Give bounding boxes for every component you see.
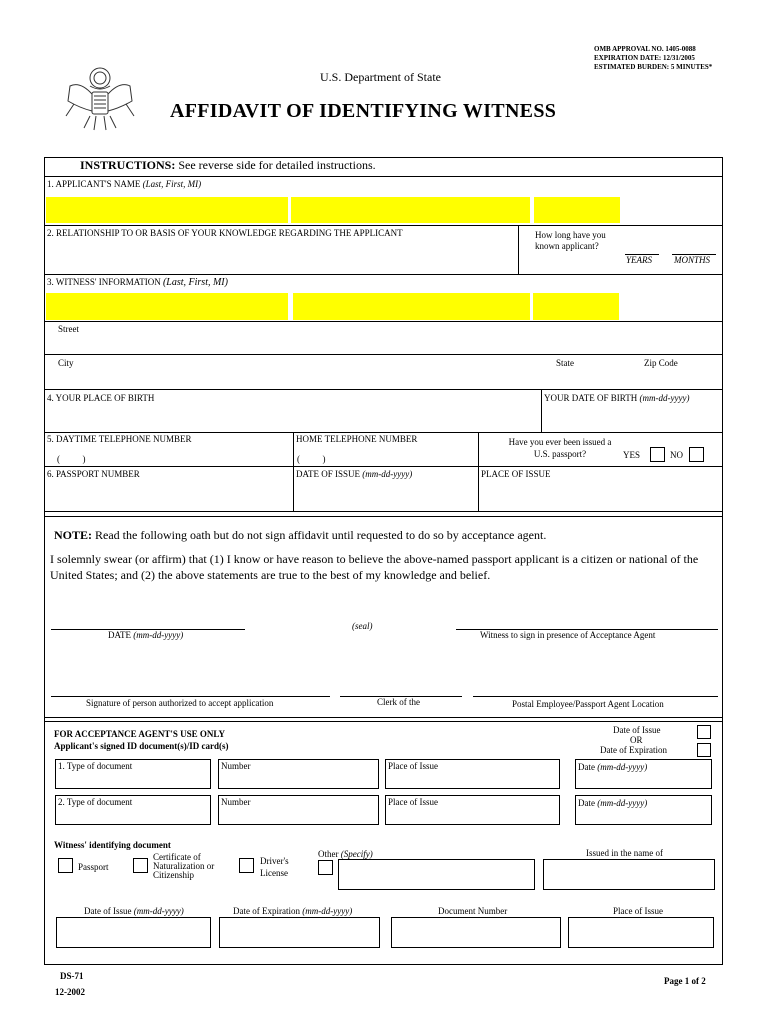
other-specify-field[interactable] bbox=[338, 859, 535, 890]
yes-checkbox[interactable] bbox=[650, 447, 665, 462]
years-label: YEARS bbox=[626, 255, 652, 265]
instructions-text: See reverse side for detailed instructions. bbox=[178, 158, 376, 172]
drivers-license-option-label: Driver's License bbox=[260, 856, 289, 878]
passport-option-label: Passport bbox=[78, 862, 109, 872]
certificate-checkbox[interactable] bbox=[133, 858, 148, 873]
doc2-place-label: Place of Issue bbox=[388, 797, 438, 807]
witness-mi-field[interactable] bbox=[533, 293, 619, 320]
date-of-issue-option: Date of Issue bbox=[613, 725, 661, 735]
estimated-burden: ESTIMATED BURDEN: 5 MINUTES* bbox=[594, 63, 713, 71]
daytime-phone-label: 5. DAYTIME TELEPHONE NUMBER bbox=[47, 434, 192, 444]
relationship-label: 2. RELATIONSHIP TO OR BASIS OF YOUR KNOWLEDGE REGARDING THE APPLICANT bbox=[47, 228, 403, 238]
oath-date-hint: (mm-dd-yyyy) bbox=[133, 630, 184, 640]
drivers-license-checkbox[interactable] bbox=[239, 858, 254, 873]
daytime-phone-paren: ( ) bbox=[57, 454, 86, 464]
bottom-doi-hint: (mm-dd-yyyy) bbox=[133, 906, 184, 916]
doc1-date-label bbox=[578, 762, 647, 772]
home-phone-paren: ( ) bbox=[297, 454, 326, 464]
witness-info-text: 3. WITNESS' INFORMATION bbox=[47, 277, 161, 287]
passport-checkbox[interactable] bbox=[58, 858, 73, 873]
doc2-type-label: 2. Type of document bbox=[58, 797, 133, 807]
other-checkbox[interactable] bbox=[318, 860, 333, 875]
applicant-name-text: 1. APPLICANT'S NAME bbox=[47, 179, 141, 189]
witness-last-name-field[interactable] bbox=[46, 293, 288, 320]
other-text: Other bbox=[318, 849, 339, 859]
doc2-number-label: Number bbox=[221, 797, 251, 807]
agent-title: FOR ACCEPTANCE AGENT'S USE ONLY bbox=[54, 729, 226, 739]
state-label: State bbox=[556, 358, 574, 368]
city-label: City bbox=[58, 358, 74, 368]
yes-label: YES bbox=[623, 450, 641, 460]
date-of-expiration-checkbox[interactable] bbox=[697, 743, 711, 757]
issued-name-field[interactable] bbox=[543, 859, 715, 890]
witness-info-label bbox=[47, 277, 228, 288]
omb-info bbox=[594, 45, 744, 72]
instructions bbox=[80, 158, 376, 173]
bottom-doe-label bbox=[233, 906, 352, 916]
date-of-issue-text: DATE OF ISSUE bbox=[296, 469, 361, 479]
date-of-birth-label bbox=[544, 393, 689, 403]
form-date: 12-2002 bbox=[55, 987, 85, 997]
no-label: NO bbox=[670, 450, 683, 460]
form-title: AFFIDAVIT OF IDENTIFYING WITNESS bbox=[170, 100, 557, 122]
oath-note bbox=[54, 528, 546, 543]
applicant-last-name-field[interactable] bbox=[46, 197, 288, 223]
oath-date-text: DATE bbox=[108, 630, 131, 640]
no-checkbox[interactable] bbox=[689, 447, 704, 462]
omb-approval: OMB APPROVAL NO. 1405-0088 bbox=[594, 45, 696, 53]
doc-number-field[interactable] bbox=[391, 917, 561, 948]
state-seal-icon bbox=[60, 56, 140, 136]
or-label: OR bbox=[630, 735, 643, 745]
home-phone-label: HOME TELEPHONE NUMBER bbox=[296, 434, 418, 444]
bottom-doe-hint: (mm-dd-yyyy) bbox=[302, 906, 353, 916]
witness-doc-label: Witness' identifying document bbox=[54, 840, 171, 850]
witness-first-name-field[interactable] bbox=[293, 293, 530, 320]
months-label: MONTHS bbox=[674, 255, 711, 265]
department-name: U.S. Department of State bbox=[320, 70, 441, 84]
issued-passport-question: Have you ever been issued a U.S. passport? bbox=[508, 437, 612, 459]
bottom-poi-field[interactable] bbox=[568, 917, 714, 948]
other-hint: (Specify) bbox=[340, 849, 373, 859]
sig-authorized-label: Signature of person authorized to accept application bbox=[86, 698, 274, 708]
instructions-label: INSTRUCTIONS: bbox=[80, 158, 176, 172]
applicant-name-label bbox=[47, 179, 201, 189]
date-of-issue-checkbox[interactable] bbox=[697, 725, 711, 739]
note-label: NOTE: bbox=[54, 528, 93, 542]
doc1-type-label: 1. Type of document bbox=[58, 761, 133, 771]
note-text: Read the following oath but do not sign affidavit until requested to do so by acceptance agent. bbox=[95, 528, 547, 542]
form-number: DS-71 bbox=[60, 971, 84, 981]
doc2-date-label bbox=[578, 798, 647, 808]
applicant-first-name-field[interactable] bbox=[291, 197, 530, 223]
bottom-doe-text: Date of Expiration bbox=[233, 906, 300, 916]
doc1-date-text: Date bbox=[578, 762, 595, 772]
date-of-issue-label bbox=[296, 469, 412, 479]
place-of-birth-label: 4. YOUR PLACE OF BIRTH bbox=[47, 393, 155, 403]
witness-sign-label: Witness to sign in presence of Acceptance Agent bbox=[480, 630, 656, 640]
oath-text: I solemnly swear (or affirm) that (1) I know or have reason to believe the above-named passport applicant is a citizen or national of the United States; and (2) the above statements are true to the best of my knowledge and belief. bbox=[50, 552, 699, 582]
bottom-doi-field[interactable] bbox=[56, 917, 211, 948]
how-long-label: How long have you known applicant? bbox=[535, 230, 606, 251]
date-of-birth-text: YOUR DATE OF BIRTH bbox=[544, 393, 638, 403]
expiration-date: EXPIRATION DATE: 12/31/2005 bbox=[594, 54, 695, 62]
zip-label: Zip Code bbox=[644, 358, 678, 368]
date-of-birth-hint: (mm-dd-yyyy) bbox=[639, 393, 690, 403]
page-number: Page 1 of 2 bbox=[664, 976, 706, 986]
bottom-doi-label bbox=[84, 906, 184, 916]
postal-label: Postal Employee/Passport Agent Location bbox=[512, 699, 664, 709]
applicant-name-hint: (Last, First, MI) bbox=[142, 179, 202, 189]
place-of-issue-label: PLACE OF ISSUE bbox=[481, 469, 551, 479]
bottom-doi-text: Date of Issue bbox=[84, 906, 132, 916]
clerk-label: Clerk of the bbox=[377, 697, 420, 707]
street-label: Street bbox=[58, 324, 79, 334]
other-label bbox=[318, 849, 373, 859]
passport-number-label: 6. PASSPORT NUMBER bbox=[47, 469, 140, 479]
issued-name-label: Issued in the name of bbox=[586, 848, 663, 858]
doc2-date-hint: (mm-dd-yyyy) bbox=[597, 798, 648, 808]
doc-number-label: Document Number bbox=[438, 906, 508, 916]
date-of-issue-hint: (mm-dd-yyyy) bbox=[362, 469, 413, 479]
doc2-date-text: Date bbox=[578, 798, 595, 808]
applicant-mi-field[interactable] bbox=[534, 197, 620, 223]
witness-info-hint: (Last, First, MI) bbox=[162, 277, 228, 288]
doc1-place-label: Place of Issue bbox=[388, 761, 438, 771]
agent-subtitle: Applicant's signed ID document(s)/ID card(s) bbox=[54, 741, 229, 751]
doc1-date-hint: (mm-dd-yyyy) bbox=[597, 762, 648, 772]
certificate-option-label: Certificate of Naturalization or Citizenship bbox=[153, 852, 215, 880]
doc1-number-label: Number bbox=[221, 761, 251, 771]
oath-date-label bbox=[108, 630, 183, 640]
seal-label: (seal) bbox=[352, 621, 373, 631]
bottom-doe-field[interactable] bbox=[219, 917, 380, 948]
bottom-poi-label: Place of Issue bbox=[613, 906, 663, 916]
date-of-expiration-option: Date of Expiration bbox=[600, 745, 667, 755]
